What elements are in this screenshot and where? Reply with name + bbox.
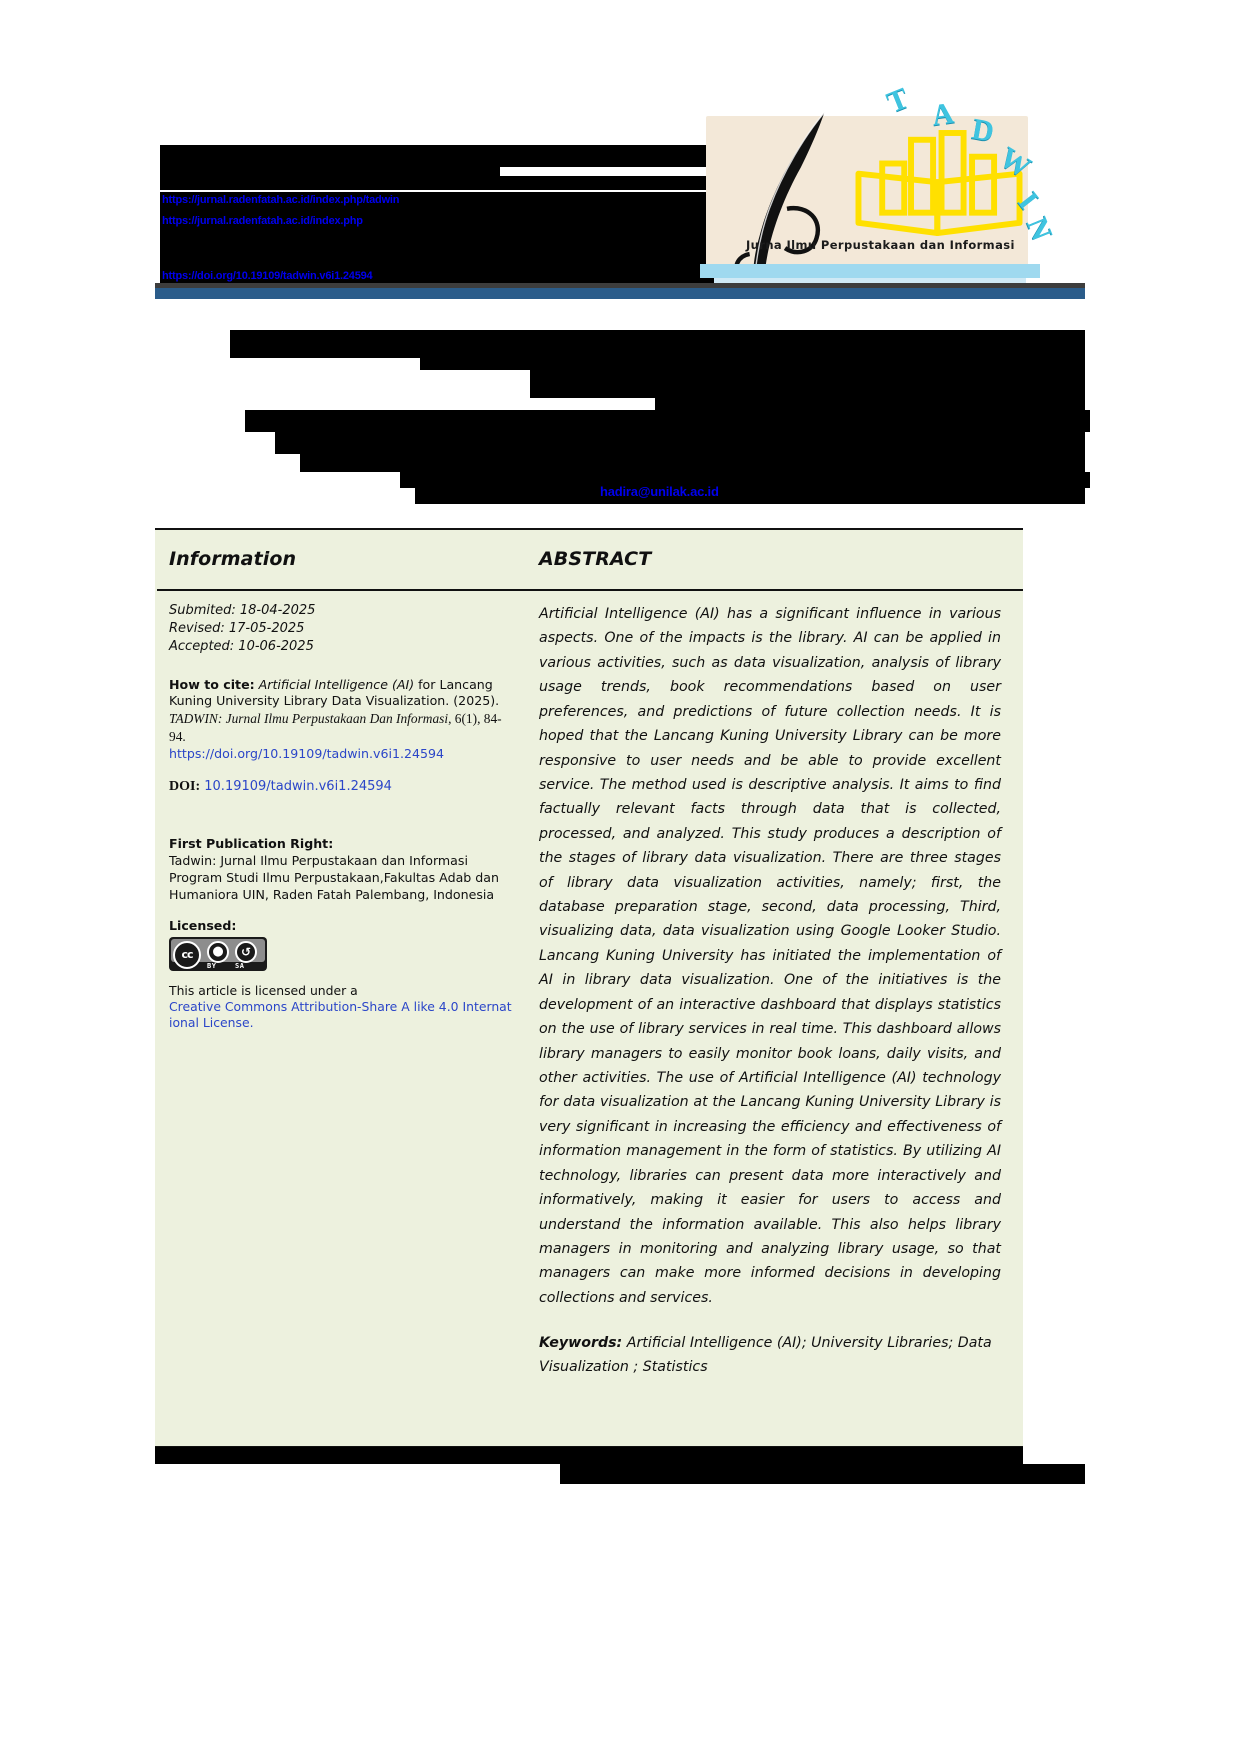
masthead-rule-blue (155, 288, 1085, 299)
journal-logo (700, 81, 1059, 293)
redaction-bar-article-title-1 (230, 330, 1085, 358)
cc-sa-label: SA (235, 961, 245, 970)
logo-letter-i: I (1011, 185, 1045, 216)
publisher-index-url-link[interactable]: https://jurnal.radenfatah.ac.id/index.php (162, 215, 363, 227)
how-to-cite-label: How to cite: (169, 676, 255, 692)
logo-letter-n: N (1019, 212, 1059, 246)
keywords-block (539, 1332, 1001, 1379)
license-note-block (169, 983, 515, 1032)
logo-shelf-upper (700, 264, 1040, 278)
doi-row (169, 779, 515, 795)
doi-label: DOI: (169, 779, 201, 795)
table-header-divider (157, 589, 1023, 591)
how-to-cite-rest: for Lancang Kuning University Library Data Visualization. (2025). (169, 676, 500, 709)
redaction-bar-issn (160, 222, 720, 268)
how-to-cite-doi-link[interactable]: https://doi.org/10.19109/tadwin.v6i1.24594 (169, 746, 445, 762)
how-to-cite-pages: 84-94. (169, 711, 502, 745)
licensed-label: Licensed: (169, 917, 237, 933)
redaction-bar-article-title-2 (420, 358, 1085, 370)
redaction-bar-article-title-4 (655, 398, 1085, 410)
submission-dates (169, 602, 515, 657)
cc-by-person-icon: ● (207, 941, 229, 963)
keywords-label: Keywords: (539, 1335, 623, 1352)
cc-sa-share-alike-icon: ↺ (235, 941, 257, 963)
date-revised: Revised: 17-05-2025 (169, 621, 305, 637)
logo-letter-w: W (993, 140, 1037, 185)
open-book-icon (850, 122, 1028, 244)
doi-url-link[interactable]: https://doi.org/10.19109/tadwin.v6i1.24594 (162, 270, 373, 282)
abstract-heading: ABSTRACT (539, 548, 652, 570)
how-to-cite-block (169, 677, 515, 764)
first-publication-right-line-2: Program Studi Ilmu Perpustakaan,Fakultas Adab dan (169, 870, 499, 886)
quill-pen-icon (728, 106, 846, 284)
logo-letter-a: A (929, 96, 956, 133)
logo-letter-t: T (882, 81, 914, 120)
how-to-cite-volume: , 6(1), (448, 711, 484, 727)
how-to-cite-journal: TADWIN: Jurnal Ilmu Perpustakaan Dan Informasi (169, 711, 449, 727)
redaction-bar-authors-2 (275, 432, 1085, 454)
license-note: This article is licensed under a (169, 982, 358, 998)
abstract-body: Artificial Intelligence (AI) has a significant influence in various aspects. One of the impacts is the library. AI can be applied in various activities, such as data visualization, analysis of library usage trends, book recommendations based on user preferences, and predictions of future collection needs. It is hoped that the Lancang Kuning University Library can be more responsive to user needs and be able to provide excellent service. The method used is descriptive analysis. It aims to find factually relevant facts through data that is collected, processed, and analyzed. This study produces a description of the stages of library data visualization. There are three stages of library data visualization activities, namely; first, the database preparation stage, second, data processing, Third, visualizing data, data visualization using Google Looker Studio. Lancang Kuning University has initiated the implementation of AI in library data visualization. One of the initiatives is the development of an interactive dashboard that displays statistics on the use of library services in real time. This dashboard allows library managers to easily monitor book loans, daily visits, and other activities. The use of Artificial Intelligence (AI) technology for data visualization at the Lancang Kuning University Library is very significant in increasing the efficiency and effectiveness of information management in the form of statistics. By utilizing AI technology, libraries can present data more interactively and informatively, making it easier for users to access and understand the information available. This also helps library managers in monitoring and analyzing library usage, so that managers can make more informed decisions in developing collections and services. (539, 606, 1001, 1306)
license-link[interactable]: Creative Commons Attribution-Share A like 4.0 International License. (169, 998, 512, 1031)
logo-tagline: Jurna Ilmu Perpustakaan dan Informasi (746, 238, 1015, 252)
cc-by-label: BY (207, 961, 217, 970)
cc-icon: cc (173, 941, 201, 969)
journal-index-url-link[interactable]: https://jurnal.radenfatah.ac.id/index.php/tadwin (162, 194, 400, 206)
masthead (0, 0, 1240, 520)
how-to-cite-title: Artificial Intelligence (AI) (258, 676, 415, 692)
doi-value-link[interactable]: 10.19109/tadwin.v6i1.24594 (204, 779, 392, 795)
date-accepted: Accepted: 10-06-2025 (169, 639, 314, 655)
information-heading: Information (169, 548, 297, 570)
keywords-values: Artificial Intelligence (AI); University Libraries; Data Visualization ; Statistics (539, 1335, 992, 1375)
first-publication-right-line-3: Humaniora UIN, Raden Fatah Palembang, Indonesia (169, 887, 495, 903)
redaction-bar-article-title-3 (530, 370, 1085, 398)
article-info-abstract-table (155, 528, 1023, 1448)
redaction-bar-affiliation-1 (300, 454, 1085, 472)
first-publication-right-line-1: Tadwin: Jurnal Ilmu Perpustakaan dan Informasi (169, 853, 468, 869)
redaction-bar-footer-2 (560, 1464, 1085, 1484)
information-column (155, 530, 533, 1446)
first-publication-right-label: First Publication Right: (169, 836, 334, 852)
creative-commons-by-sa-badge[interactable] (169, 937, 267, 971)
abstract-column (533, 530, 1023, 1446)
redaction-bar-journal-title-1 (160, 145, 720, 167)
logo-letter-d: D (969, 112, 997, 149)
redaction-bar-footer-1 (155, 1447, 1023, 1464)
redaction-bar-email-row (415, 482, 1085, 504)
author-email-link[interactable]: hadira@unilak.ac.id (600, 484, 719, 499)
redaction-bar-authors-1 (245, 410, 1090, 432)
first-publication-right-block (169, 835, 515, 904)
date-submitted: Submited: 18-04-2025 (169, 603, 316, 618)
